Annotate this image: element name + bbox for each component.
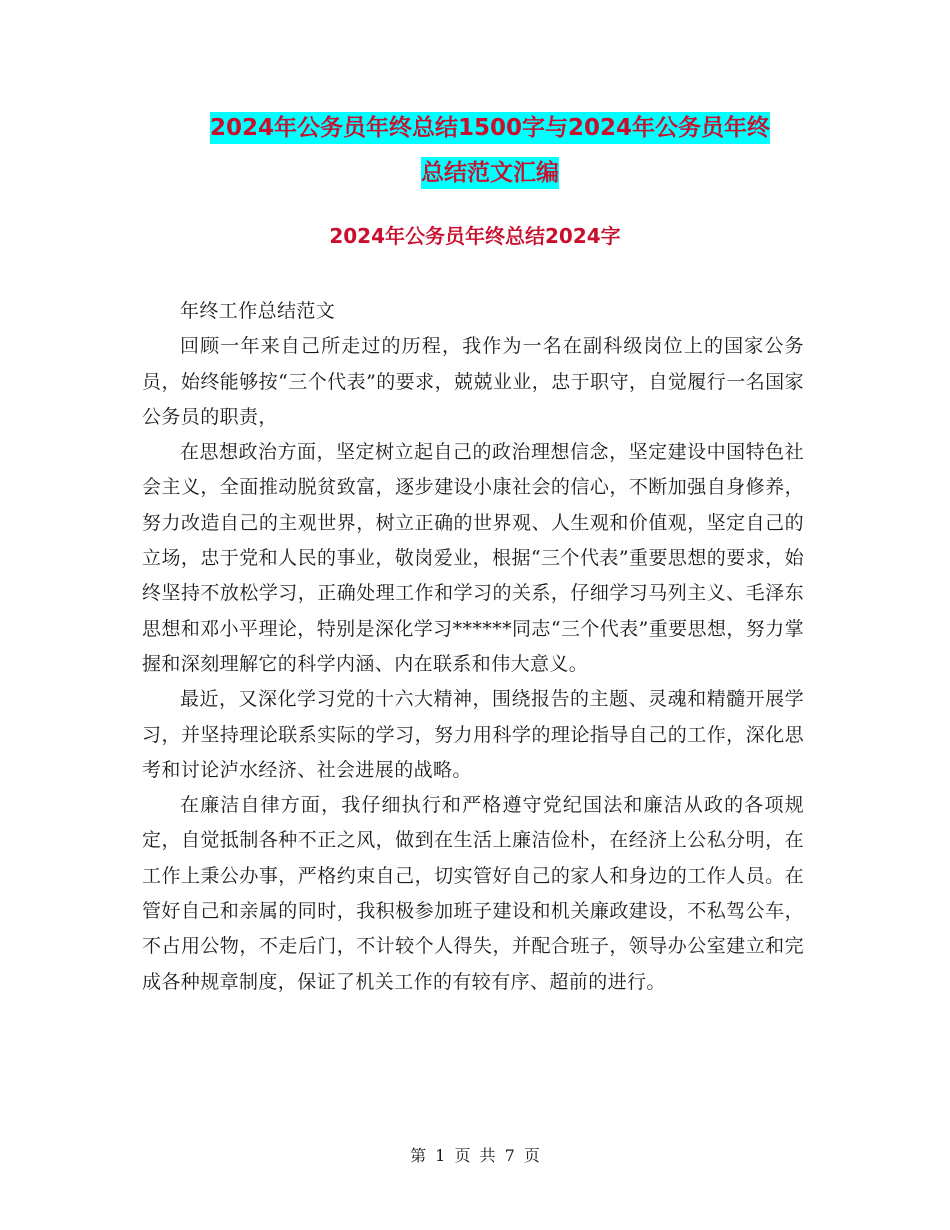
paragraph: 回顾一年来自己所走过的历程，我作为一名在副科级岗位上的国家公务员，始终能够按“三个代表”的要求，兢兢业业，忠于职守，自觉履行一名国家公务员的职责， — [142, 335, 804, 428]
paragraph: 最近，又深化学习党的十六大精神，围绕报告的主题、灵魂和精髓开展学习，并坚持理论联系实际的学习，努力用科学的理论指导自己的工作，深化思考和讨论泸水经济、社会进展的战略。 — [142, 688, 804, 781]
paragraph: 在思想政治方面，坚定树立起自己的政治理想信念，坚定建设中国特色社会主义，全面推动脱贫致富，逐步建设小康社会的信心，不断加强自身修养，努力改造自己的主观世界，树立正确的世界观、人生观和价值观，坚定自己的立场，忠于党和人民的事业，敬岗爱业，根据“三个代表”重要思想的要求，始终坚持不放松学习，正确处理工作和学习的关系，仔细学习马列主义、毛泽东思想和邓小平理论，特别是深化学习******同志“三个代表”重要思想，努力掌握和深刻理解它的科学内涵、内在联系和伟大意义。 — [142, 441, 804, 675]
document-body — [142, 294, 804, 1000]
paragraph: 年终工作总结范文 — [180, 300, 336, 322]
document-title-line-1: 2024年公务员年终总结1500字与2024年公务员年终 — [210, 112, 770, 144]
section-title: 2024年公务员年终总结2024字 — [329, 224, 621, 248]
document-title — [170, 106, 810, 196]
paragraph: 在廉洁自律方面，我仔细执行和严格遵守党纪国法和廉洁从政的各项规定，自觉抵制各种不正之风，做到在生活上廉洁俭朴，在经济上公私分明，在工作上秉公办事，严格约束自己，切实管好自己的家人和身边的工作人员。在管好自己和亲属的同时，我积极参加班子建设和机关廉政建设，不私驾公车，不占用公物，不走后门，不计较个人得失，并配合班子，领导办公室建立和完成各种规章制度，保证了机关工作的有较有序、超前的进行。 — [142, 794, 804, 993]
document-title-line-2: 总结范文汇编 — [421, 157, 559, 189]
page-number-footer: 第 1 页 共 7 页 — [410, 1146, 540, 1165]
